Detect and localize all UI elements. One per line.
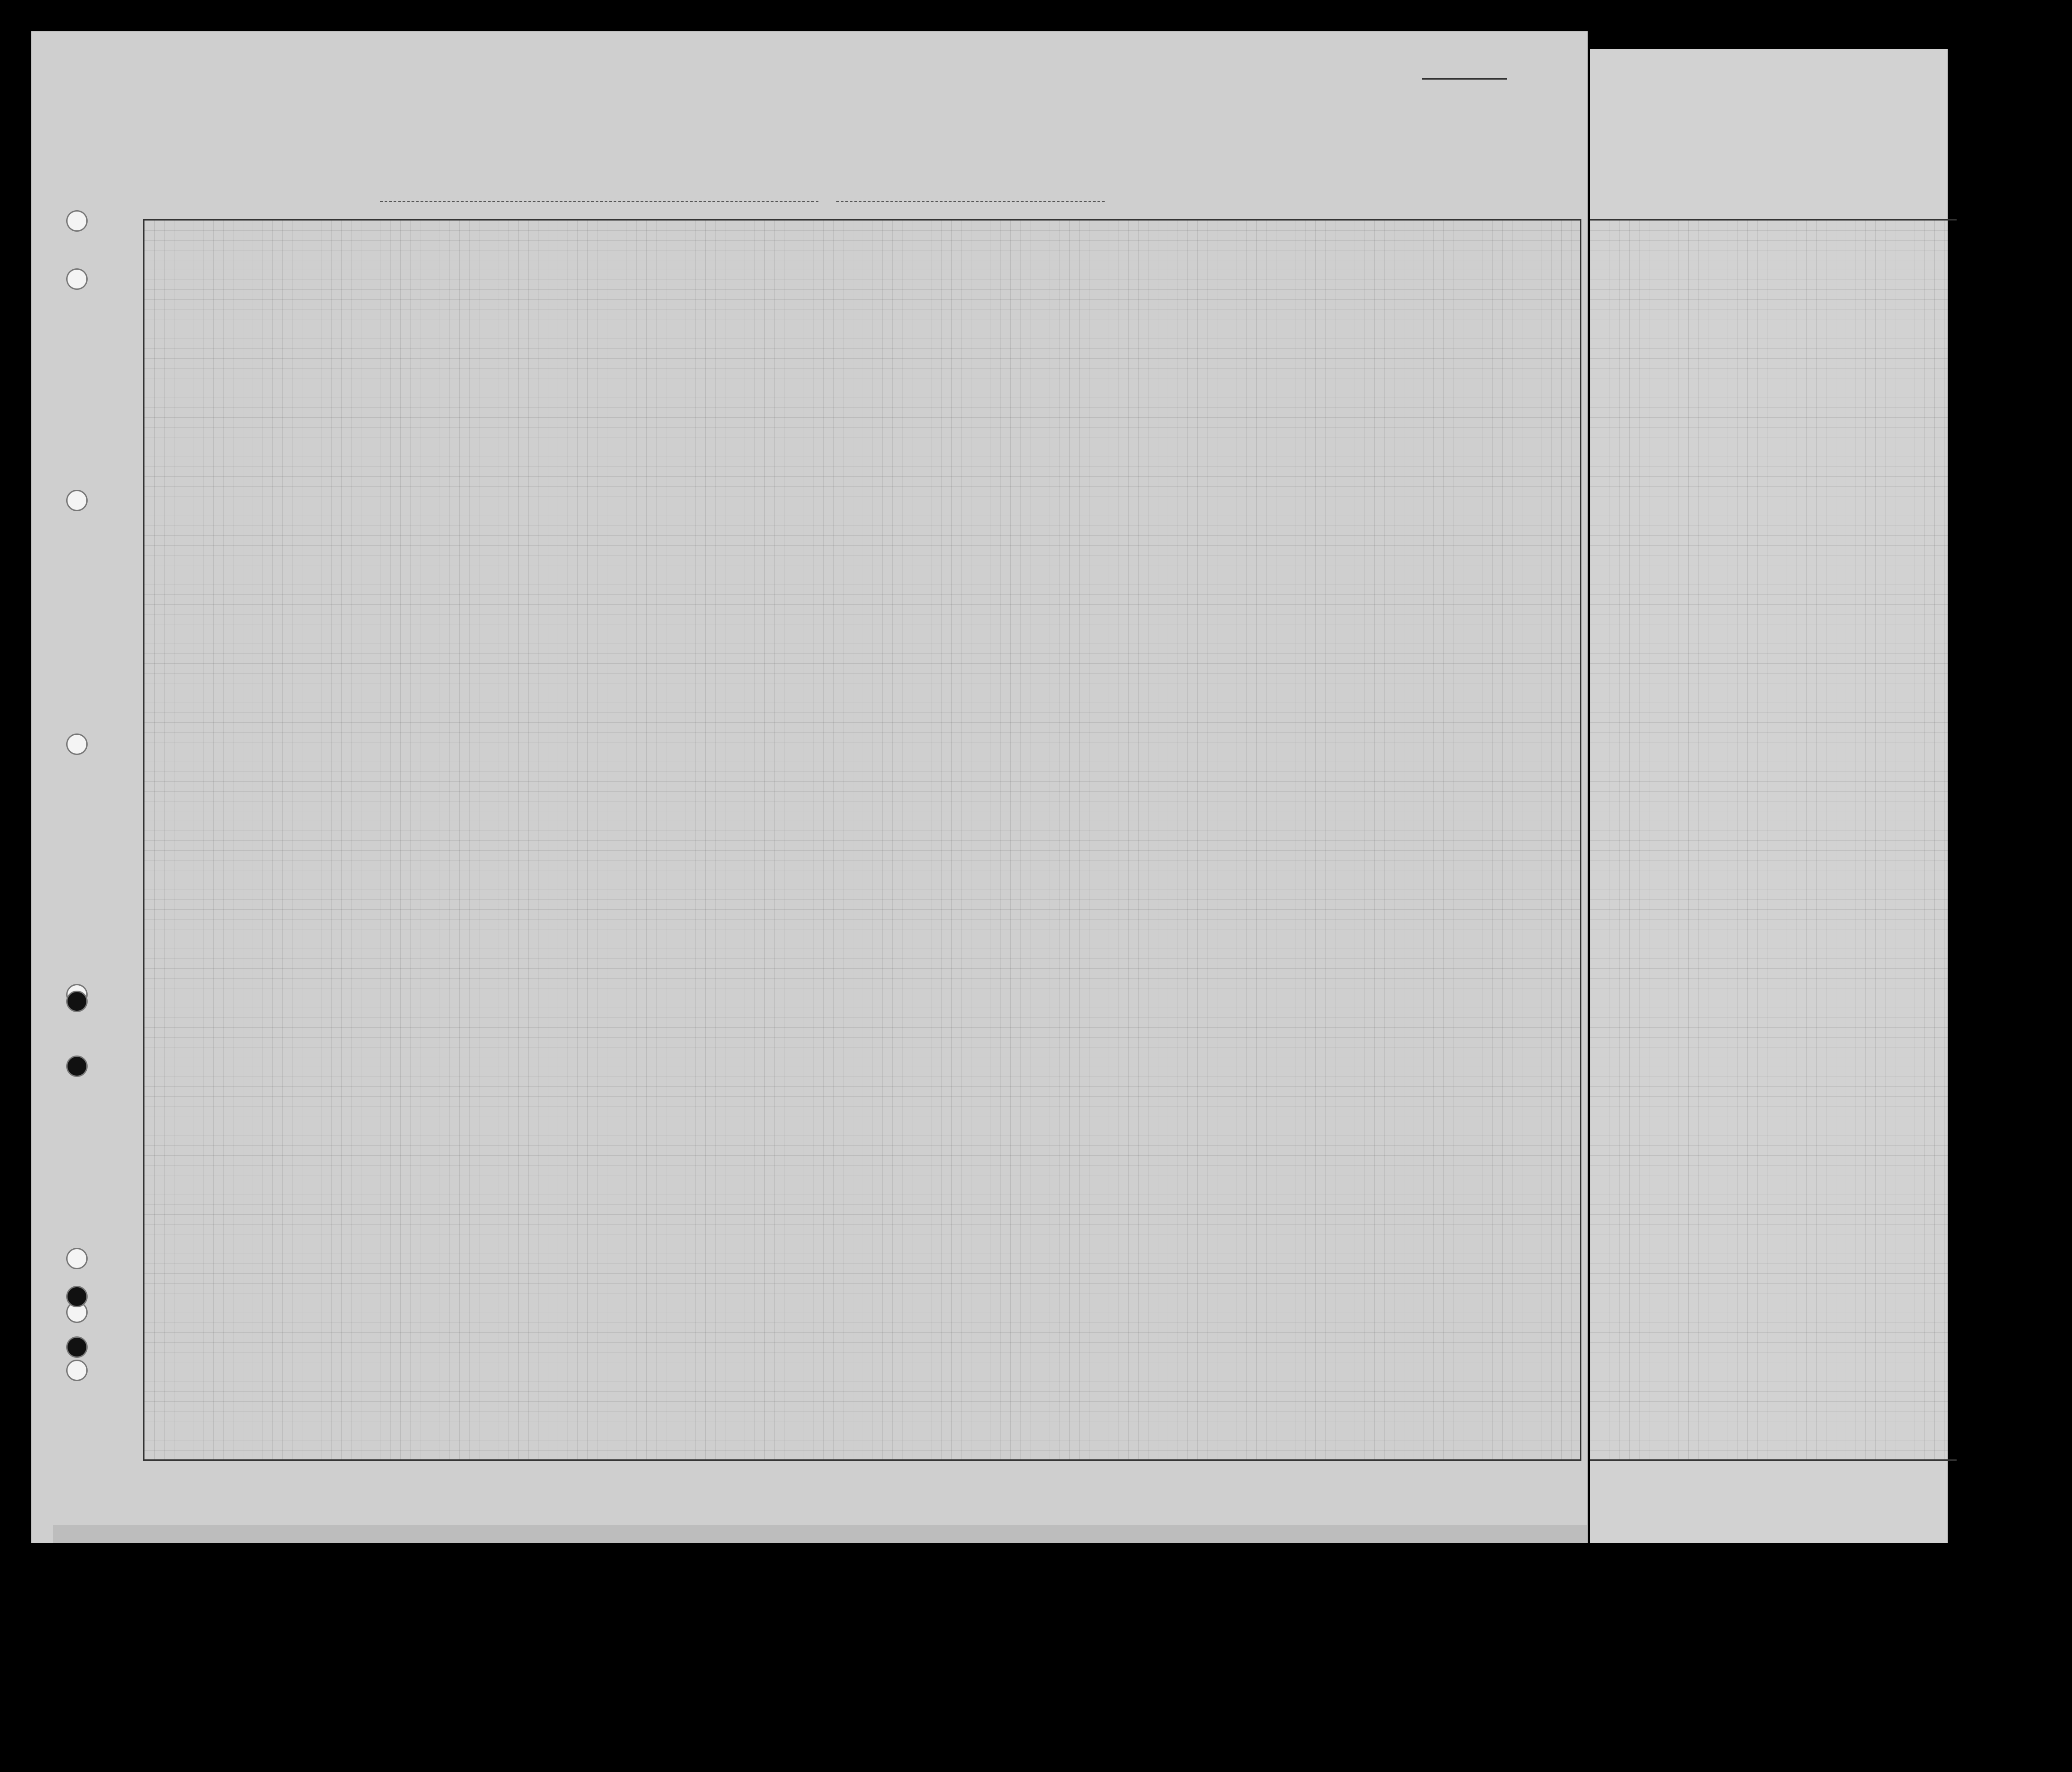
binder-hole	[66, 490, 88, 511]
binder-hole	[66, 1248, 88, 1269]
binder-hole	[66, 1286, 88, 1307]
list-underline	[1422, 78, 1507, 80]
binder-hole	[66, 1056, 88, 1077]
binder-hole	[66, 1336, 88, 1358]
binder-hole	[66, 991, 88, 1012]
binder-hole	[66, 733, 88, 755]
binder-hole	[66, 268, 88, 290]
date-underline	[836, 201, 1105, 202]
port-underline	[380, 201, 818, 202]
binder-hole	[66, 1360, 88, 1381]
sheet-edge	[53, 1525, 1587, 1543]
binder-hole	[66, 210, 88, 232]
manifest-grid	[143, 219, 1581, 1461]
visa-grid	[1590, 219, 1957, 1461]
